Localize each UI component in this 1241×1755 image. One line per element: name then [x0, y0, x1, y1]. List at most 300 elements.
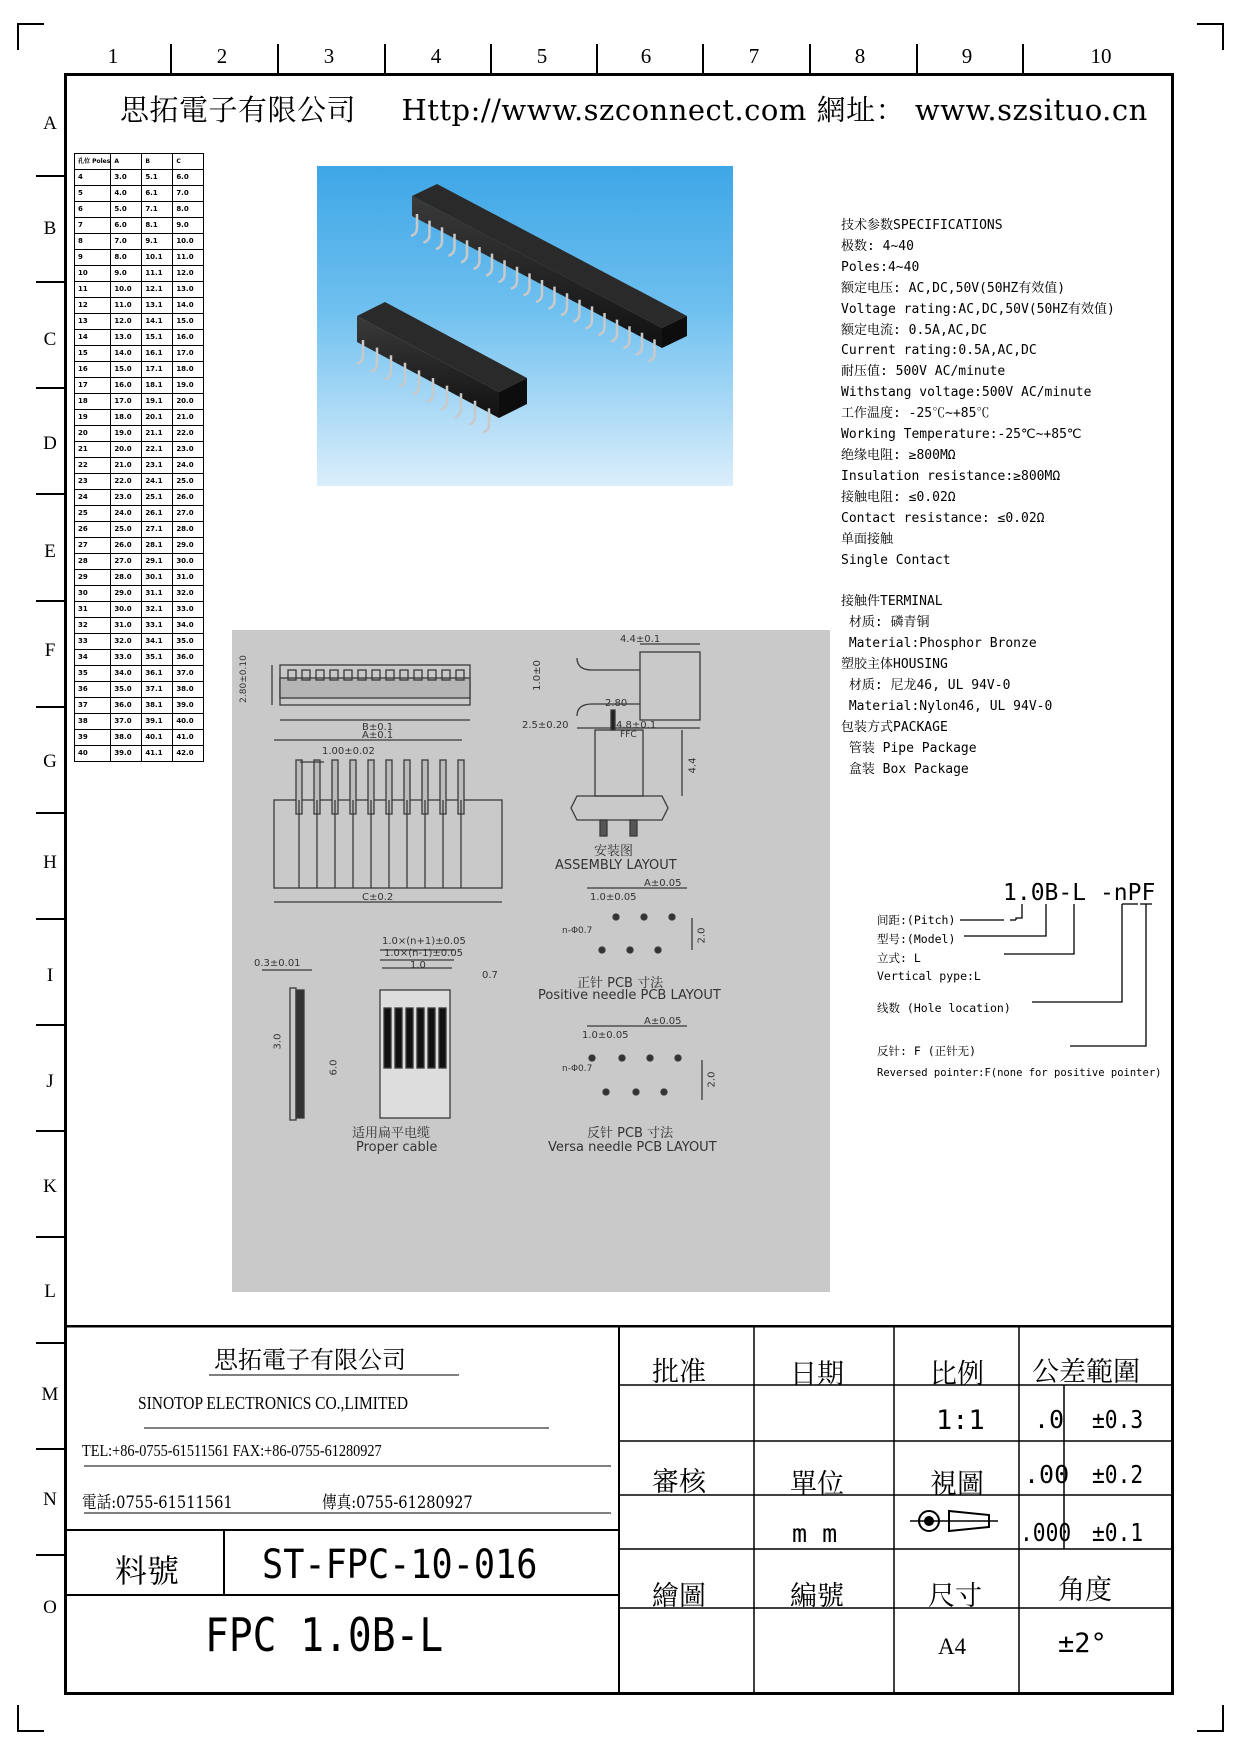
table-row	[75, 490, 204, 506]
spec-line	[841, 571, 1115, 592]
date-label: 日期	[790, 1359, 844, 1390]
table-row	[75, 362, 204, 378]
table-cell: 20.0	[173, 394, 204, 410]
dim-label: 1.0	[410, 960, 426, 971]
table-cell: 25.0	[173, 474, 204, 490]
table-row	[75, 234, 204, 250]
table-cell: 15	[75, 346, 111, 362]
table-cell: 21.0	[173, 410, 204, 426]
table-row	[75, 202, 204, 218]
table-cell: 35	[75, 666, 111, 682]
table-cell: 6.0	[111, 218, 142, 234]
table-cell: 31	[75, 602, 111, 618]
table-cell: 24.0	[111, 506, 142, 522]
table-cell: 37	[75, 698, 111, 714]
table-cell: 3.0	[111, 170, 142, 186]
table-cell: 40	[75, 746, 111, 762]
technical-drawing	[232, 630, 830, 1292]
table-cell: 29.1	[142, 554, 173, 570]
table-cell: 34.0	[111, 666, 142, 682]
part-code-b: -nPF	[1099, 880, 1156, 906]
table-cell: 32.0	[111, 634, 142, 650]
spec-line: Current rating:0.5A,AC,DC	[841, 343, 1037, 359]
table-cell: 34.1	[142, 634, 173, 650]
table-cell: 13.1	[142, 298, 173, 314]
spec-line: Material:Phosphor Bronze	[841, 636, 1037, 652]
caption-en: Proper cable	[356, 1140, 438, 1155]
spec-line: Contact resistance: ≤0.02Ω	[841, 510, 1045, 526]
table-row	[75, 730, 204, 746]
dim-label: 0.3±0.01	[254, 958, 301, 969]
table-cell: 18.1	[142, 378, 173, 394]
caption-cn: 适用扁平电缆	[352, 1126, 431, 1141]
table-row	[75, 634, 204, 650]
column-number: 6	[640, 44, 652, 68]
table-cell: 21	[75, 442, 111, 458]
table-row	[75, 298, 204, 314]
tolerance-2-place: .00	[1024, 1460, 1070, 1489]
table-cell: 29	[75, 570, 111, 586]
tolerance-2-value: ±0.2	[1092, 1460, 1144, 1489]
column-number: 10	[1090, 44, 1112, 68]
dim-label: 2.5±0.20	[522, 720, 569, 731]
table-cell: 18.0	[173, 362, 204, 378]
table-cell: 26	[75, 522, 111, 538]
row-letter: N	[43, 1489, 57, 1510]
tolerance-1-value: ±0.3	[1092, 1405, 1144, 1434]
table-cell: 18	[75, 394, 111, 410]
table-header-cell: A	[111, 154, 142, 170]
table-cell: 42.0	[173, 746, 204, 762]
table-row	[75, 682, 204, 698]
table-row	[75, 314, 204, 330]
table-cell: 20.0	[111, 442, 142, 458]
table-cell: 9.0	[111, 266, 142, 282]
table-row	[75, 170, 204, 186]
table-row	[75, 266, 204, 282]
table-cell: 33.0	[173, 602, 204, 618]
dim-label: 6.0	[328, 1059, 340, 1076]
table-cell: 38	[75, 714, 111, 730]
spec-line: 管装 Pipe Package	[841, 740, 977, 756]
website-link-2[interactable]: www.szsituo.cn	[914, 93, 1148, 127]
table-cell: 35.0	[173, 634, 204, 650]
table-cell: 17	[75, 378, 111, 394]
dim-label: A±0.05	[644, 1016, 682, 1027]
spec-line: 接触电阻: ≤0.02Ω	[841, 489, 956, 505]
tolerance-3-place: .000	[1020, 1518, 1072, 1547]
table-row	[75, 474, 204, 490]
table-cell: 23.0	[173, 442, 204, 458]
dim-label: 1.0±0	[531, 660, 543, 691]
table-cell: 30	[75, 586, 111, 602]
column-number: 1	[107, 44, 119, 68]
caption-en: ASSEMBLY LAYOUT	[555, 858, 677, 873]
table-cell: 8.0	[111, 250, 142, 266]
dim-label: 1.0±0.05	[582, 1030, 629, 1041]
table-cell: 41.1	[142, 746, 173, 762]
table-row	[75, 698, 204, 714]
dim-label: n-Φ0.7	[562, 1064, 593, 1074]
table-cell: 20	[75, 426, 111, 442]
unit-value: m m	[792, 1519, 838, 1548]
table-cell: 15.1	[142, 330, 173, 346]
table-row	[75, 426, 204, 442]
table-cell: 34	[75, 650, 111, 666]
scale-label: 比例	[930, 1359, 984, 1390]
row-letter: J	[46, 1071, 54, 1092]
table-cell: 12.0	[111, 314, 142, 330]
website-link[interactable]: Http://www.szconnect.com	[401, 93, 807, 127]
table-cell: 13	[75, 314, 111, 330]
table-cell: 41.0	[173, 730, 204, 746]
dim-label: n-Φ0.7	[562, 926, 593, 936]
part-code-a: 1.0B-L	[1003, 880, 1087, 906]
table-cell: 14.0	[111, 346, 142, 362]
row-letter: B	[43, 218, 57, 239]
table-header-cell: 孔位 Poles	[75, 154, 111, 170]
pitch-label: 间距:(Pitch)	[877, 913, 956, 927]
table-cell: 5	[75, 186, 111, 202]
spec-line: 技术参数SPECIFICATIONS	[841, 218, 1003, 233]
spec-line: Single Contact	[841, 552, 951, 568]
table-cell: 21.0	[111, 458, 142, 474]
column-number: 4	[430, 44, 442, 68]
table-cell: 16.0	[173, 330, 204, 346]
column-number: 8	[854, 44, 866, 68]
table-cell: 28.1	[142, 538, 173, 554]
tolerance-label: 公差範圍	[1032, 1357, 1140, 1388]
dim-label: A±0.05	[644, 878, 682, 889]
table-row	[75, 586, 204, 602]
table-cell: 38.1	[142, 698, 173, 714]
dim-label: A±0.1	[362, 730, 394, 741]
row-letter: E	[44, 541, 56, 562]
table-cell: 23	[75, 474, 111, 490]
table-cell: 27.0	[173, 506, 204, 522]
view-label: 視圖	[930, 1469, 984, 1500]
table-cell: 17.1	[142, 362, 173, 378]
table-cell: 17.0	[111, 394, 142, 410]
table-cell: 9.1	[142, 234, 173, 250]
caption-en: Positive needle PCB LAYOUT	[538, 988, 721, 1003]
tolerance-3-value: ±0.1	[1092, 1518, 1144, 1547]
table-cell: 8.0	[173, 202, 204, 218]
dim-label: 1.0×(n-1)±0.05	[384, 948, 464, 959]
table-cell: 22.0	[173, 426, 204, 442]
table-cell: 13.0	[173, 282, 204, 298]
table-cell: 16.1	[142, 346, 173, 362]
table-cell: 35.0	[111, 682, 142, 698]
table-cell: 14.0	[173, 298, 204, 314]
row-letter: O	[43, 1597, 57, 1618]
table-cell: 18.0	[111, 410, 142, 426]
title-phone: 電話:0755-61511561	[82, 1493, 233, 1513]
table-cell: 5.0	[111, 202, 142, 218]
table-row	[75, 746, 204, 762]
table-row	[75, 378, 204, 394]
table-row	[75, 570, 204, 586]
table-cell: 36.0	[111, 698, 142, 714]
table-cell: 24	[75, 490, 111, 506]
dim-label: 4.4	[687, 757, 699, 774]
table-row	[75, 538, 204, 554]
spec-line: 绝缘电阻: ≥800MΩ	[841, 447, 956, 463]
scale-value: 1:1	[936, 1405, 985, 1436]
table-cell: 11.1	[142, 266, 173, 282]
table-cell: 6	[75, 202, 111, 218]
table-cell: 25.0	[111, 522, 142, 538]
table-cell: 13.0	[111, 330, 142, 346]
table-cell: 25.1	[142, 490, 173, 506]
table-cell: 22	[75, 458, 111, 474]
table-row	[75, 554, 204, 570]
table-cell: 32.0	[173, 586, 204, 602]
spec-line: Withstang voltage:500V AC/minute	[841, 385, 1092, 401]
title-tel-fax: TEL:+86-0755-61511561 FAX:+86-0755-61280927	[82, 1441, 382, 1460]
table-row	[75, 282, 204, 298]
table-cell: 7.1	[142, 202, 173, 218]
spec-line: Voltage rating:AC,DC,50V(50HZ有效值)	[841, 301, 1115, 317]
row-letter: M	[41, 1384, 59, 1405]
table-row	[75, 714, 204, 730]
page-header	[120, 88, 1148, 129]
column-number: 9	[961, 44, 973, 68]
dim-label: 1.0×(n+1)±0.05	[382, 936, 466, 947]
row-letter: L	[44, 1281, 56, 1302]
table-cell: 31.0	[173, 570, 204, 586]
dim-label: 4.4±0.1	[620, 634, 661, 645]
table-cell: 6.0	[173, 170, 204, 186]
table-cell: 39	[75, 730, 111, 746]
dim-label: FFC	[620, 730, 637, 740]
table-cell: 30.0	[173, 554, 204, 570]
table-cell: 12.0	[173, 266, 204, 282]
table-cell: 12.1	[142, 282, 173, 298]
table-cell: 39.0	[111, 746, 142, 762]
size-label: 尺寸	[928, 1581, 982, 1612]
spec-line: Insulation resistance:≥800MΩ	[841, 468, 1061, 484]
table-cell: 15.0	[173, 314, 204, 330]
column-number: 5	[536, 44, 548, 68]
table-row	[75, 618, 204, 634]
table-cell: 29.0	[111, 586, 142, 602]
table-cell: 8.1	[142, 218, 173, 234]
website-label: 網址：	[816, 93, 906, 127]
title-fax: 傳真:0755-61280927	[322, 1493, 473, 1513]
table-cell: 4	[75, 170, 111, 186]
spec-line: 材质: 尼龙46, UL 94V-0	[841, 677, 1011, 693]
spec-line: Material:Nylon46, UL 94V-0	[841, 698, 1053, 714]
spec-line: 包装方式PACKAGE	[841, 719, 948, 735]
holes-label: 线数 (Hole location)	[877, 1001, 1011, 1015]
dim-label: 1.0±0.05	[590, 892, 637, 903]
table-row	[75, 250, 204, 266]
draw-label: 繪圖	[652, 1581, 706, 1612]
dim-label: 4.8±0.1	[616, 720, 657, 731]
spec-line: 工作温度: -25℃~+85℃	[841, 406, 990, 422]
title-company-cn: 思拓電子有限公司	[214, 1346, 406, 1374]
row-letter: D	[43, 433, 57, 454]
table-row	[75, 522, 204, 538]
table-cell: 31.1	[142, 586, 173, 602]
table-cell: 27	[75, 538, 111, 554]
table-cell: 32.1	[142, 602, 173, 618]
table-cell: 28.0	[111, 570, 142, 586]
table-cell: 4.0	[111, 186, 142, 202]
approve-label: 批准	[652, 1357, 706, 1388]
table-header-row	[75, 154, 204, 170]
spec-line: 材质: 磷青铜	[841, 615, 930, 631]
caption-cn: 安装图	[594, 844, 634, 859]
unit-label: 單位	[790, 1469, 844, 1500]
model-label: 型号:(Model)	[877, 932, 956, 946]
table-cell: 17.0	[173, 346, 204, 362]
table-row	[75, 186, 204, 202]
dim-label: 2.80±0.10	[238, 655, 249, 703]
row-letter: G	[43, 751, 57, 772]
vertical-label-cn: 立式: L	[877, 951, 921, 965]
table-cell: 30.0	[111, 602, 142, 618]
table-cell: 15.0	[111, 362, 142, 378]
table-cell: 38.0	[111, 730, 142, 746]
row-dividers	[0, 0, 70, 1755]
pointer-label-cn: 反针: F (正针无)	[877, 1044, 977, 1058]
table-row	[75, 346, 204, 362]
table-cell: 38.0	[173, 682, 204, 698]
number-label: 編號	[790, 1581, 844, 1612]
table-cell: 20.1	[142, 410, 173, 426]
table-cell: 19.0	[173, 378, 204, 394]
table-cell: 16	[75, 362, 111, 378]
table-cell: 34.0	[173, 618, 204, 634]
table-cell: 16.0	[111, 378, 142, 394]
spec-line: 额定电流: 0.5A,AC,DC	[841, 322, 987, 338]
table-cell: 39.0	[173, 698, 204, 714]
table-header-cell: B	[142, 154, 173, 170]
row-letter: F	[44, 640, 56, 661]
spec-line: 盒装 Box Package	[841, 761, 969, 777]
row-letter: A	[43, 113, 57, 134]
table-header-cell: C	[173, 154, 204, 170]
dim-label: C±0.2	[362, 892, 394, 903]
table-cell: 7.0	[173, 186, 204, 202]
table-row	[75, 506, 204, 522]
table-row	[75, 602, 204, 618]
table-cell: 6.1	[142, 186, 173, 202]
table-cell: 14.1	[142, 314, 173, 330]
spec-line: 额定电压: AC,DC,50V(50HZ有效值)	[841, 280, 1066, 296]
table-cell: 37.1	[142, 682, 173, 698]
table-cell: 10	[75, 266, 111, 282]
paper-size: A4	[938, 1634, 967, 1659]
table-cell: 33.1	[142, 618, 173, 634]
table-cell: 33	[75, 634, 111, 650]
spec-line: 塑胶主体HOUSING	[841, 657, 948, 673]
table-cell: 28	[75, 554, 111, 570]
table-cell: 14	[75, 330, 111, 346]
table-cell: 24.0	[173, 458, 204, 474]
company-name: 思拓電子有限公司	[120, 93, 357, 127]
spec-line: 耐压值: 500V AC/minute	[841, 364, 1006, 380]
table-cell: 7.0	[111, 234, 142, 250]
column-number: 7	[748, 44, 760, 68]
angle-value: ±2°	[1058, 1628, 1107, 1659]
table-cell: 26.0	[111, 538, 142, 554]
table-cell: 32	[75, 618, 111, 634]
table-cell: 12	[75, 298, 111, 314]
table-cell: 19	[75, 410, 111, 426]
specifications-block	[841, 216, 1115, 780]
table-cell: 29.0	[173, 538, 204, 554]
table-cell: 26.1	[142, 506, 173, 522]
column-dividers	[0, 0, 1241, 80]
table-row	[75, 442, 204, 458]
column-number: 3	[323, 44, 335, 68]
table-cell: 10.0	[173, 234, 204, 250]
dim-label: 3.0	[272, 1033, 284, 1050]
dim-label: 1.00±0.02	[322, 746, 375, 757]
caption-cn: 反针 PCB 寸法	[587, 1126, 674, 1141]
spec-line: Working Temperature:-25℃~+85℃	[841, 427, 1082, 443]
part-code-leader-lines	[960, 900, 1180, 1060]
table-row	[75, 330, 204, 346]
table-cell: 40.0	[173, 714, 204, 730]
table-cell: 39.1	[142, 714, 173, 730]
table-cell: 21.1	[142, 426, 173, 442]
table-cell: 5.1	[142, 170, 173, 186]
pointer-label-en: Reversed pointer:F(none for positive pointer)	[877, 1067, 1162, 1079]
table-cell: 7	[75, 218, 111, 234]
table-cell: 10.0	[111, 282, 142, 298]
dim-label: B±0.1	[362, 722, 394, 733]
row-letter: K	[43, 1176, 57, 1197]
table-cell: 23.1	[142, 458, 173, 474]
table-cell: 37.0	[111, 714, 142, 730]
connector-render	[317, 166, 733, 486]
table-cell: 19.1	[142, 394, 173, 410]
tolerance-1-place: .0	[1034, 1405, 1065, 1434]
table-cell: 9.0	[173, 218, 204, 234]
dim-label: 2.80	[605, 698, 628, 709]
dim-label: 2.0	[696, 927, 708, 944]
table-cell: 28.0	[173, 522, 204, 538]
table-cell: 23.0	[111, 490, 142, 506]
table-cell: 40.1	[142, 730, 173, 746]
table-cell: 33.0	[111, 650, 142, 666]
dim-label: 2.0	[706, 1071, 718, 1088]
product-name: FPC 1.0B-L	[205, 1608, 444, 1662]
table-row	[75, 650, 204, 666]
table-cell: 22.0	[111, 474, 142, 490]
spec-line: 接触件TERMINAL	[841, 594, 943, 610]
table-cell: 27.1	[142, 522, 173, 538]
table-cell: 8	[75, 234, 111, 250]
table-cell: 36	[75, 682, 111, 698]
product-photo	[317, 166, 733, 486]
review-label: 審核	[652, 1467, 706, 1498]
angle-label: 角度	[1058, 1575, 1112, 1606]
caption-cn: 正针 PCB 寸法	[577, 976, 664, 991]
poles-dimension-table	[74, 153, 204, 762]
table-cell: 11	[75, 282, 111, 298]
caption-en: Versa needle PCB LAYOUT	[548, 1140, 717, 1155]
spec-line: Poles:4~40	[841, 259, 920, 275]
spec-line: 单面接触	[841, 531, 894, 547]
row-letter: H	[43, 852, 57, 873]
table-row	[75, 218, 204, 234]
dim-label: 0.7	[482, 970, 498, 981]
